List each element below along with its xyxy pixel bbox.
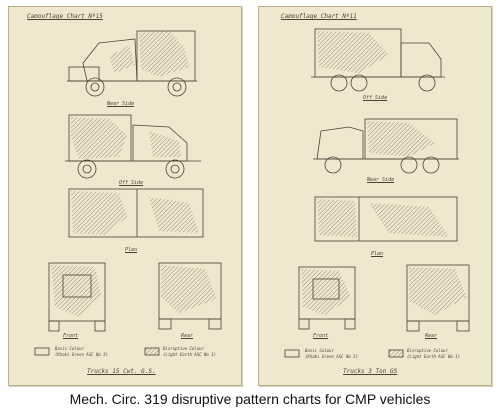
left-plan-view	[69, 189, 203, 237]
left-legend-basic-detail: (Khaki Green ASC No 3)	[55, 352, 108, 357]
right-view-label-plan: Plan	[371, 251, 384, 257]
left-near-side-view	[67, 31, 197, 96]
right-view-label-front: Front	[313, 333, 329, 339]
image-caption: Mech. Circ. 319 disruptive pattern charts for CMP vehicles	[69, 391, 431, 407]
right-chart-title: Camouflage Chart Nº11	[281, 13, 357, 20]
right-off-side-view	[311, 29, 445, 91]
right-rear-view	[407, 265, 469, 331]
chart-sheet-left	[8, 6, 242, 386]
right-view-label-near-side: Near Side	[367, 177, 395, 183]
right-plan-view	[315, 197, 457, 241]
left-legend-disruptive-detail: (Light Earth ASC No 1)	[163, 352, 216, 357]
right-legend-basic-label: Basic Colour	[305, 348, 334, 353]
right-legend-disruptive-label: Disruptive Colour	[407, 348, 448, 353]
left-legend-basic-label: Basic Colour	[55, 346, 84, 351]
left-chart-title: Camouflage Chart Nº15	[27, 13, 103, 20]
left-rear-view	[159, 263, 221, 329]
left-view-label-plan: Plan	[125, 247, 138, 253]
right-view-label-off-side: Off Side	[363, 95, 388, 101]
right-front-view	[299, 267, 355, 329]
left-view-label-rear: Rear	[181, 333, 194, 339]
left-off-side-view	[65, 115, 201, 178]
left-view-label-near-side: Near Side	[107, 101, 135, 107]
right-drawings	[259, 7, 491, 385]
chart-sheet-right	[258, 6, 492, 386]
left-front-view	[49, 263, 105, 331]
left-view-label-off-side: Off Side	[119, 180, 144, 186]
right-legend-basic-detail: (Khaki Green ASC No 3)	[305, 354, 358, 359]
right-disruptive-swatch	[389, 350, 403, 357]
right-basic-swatch	[285, 350, 299, 357]
right-truck-type: Trucks 3 Ton GS	[343, 368, 398, 375]
left-truck-type: Trucks 15 Cwt. G.S.	[87, 368, 156, 375]
left-drawings	[9, 7, 241, 385]
left-view-label-front: Front	[63, 333, 79, 339]
right-view-label-rear: Rear	[425, 333, 438, 339]
left-disruptive-swatch	[145, 348, 159, 355]
right-near-side-view	[313, 119, 459, 173]
left-basic-swatch	[35, 348, 49, 355]
left-legend-disruptive-label: Disruptive Colour	[163, 346, 204, 351]
right-legend-disruptive-detail: (Light Earth ASC No 1)	[407, 354, 460, 359]
